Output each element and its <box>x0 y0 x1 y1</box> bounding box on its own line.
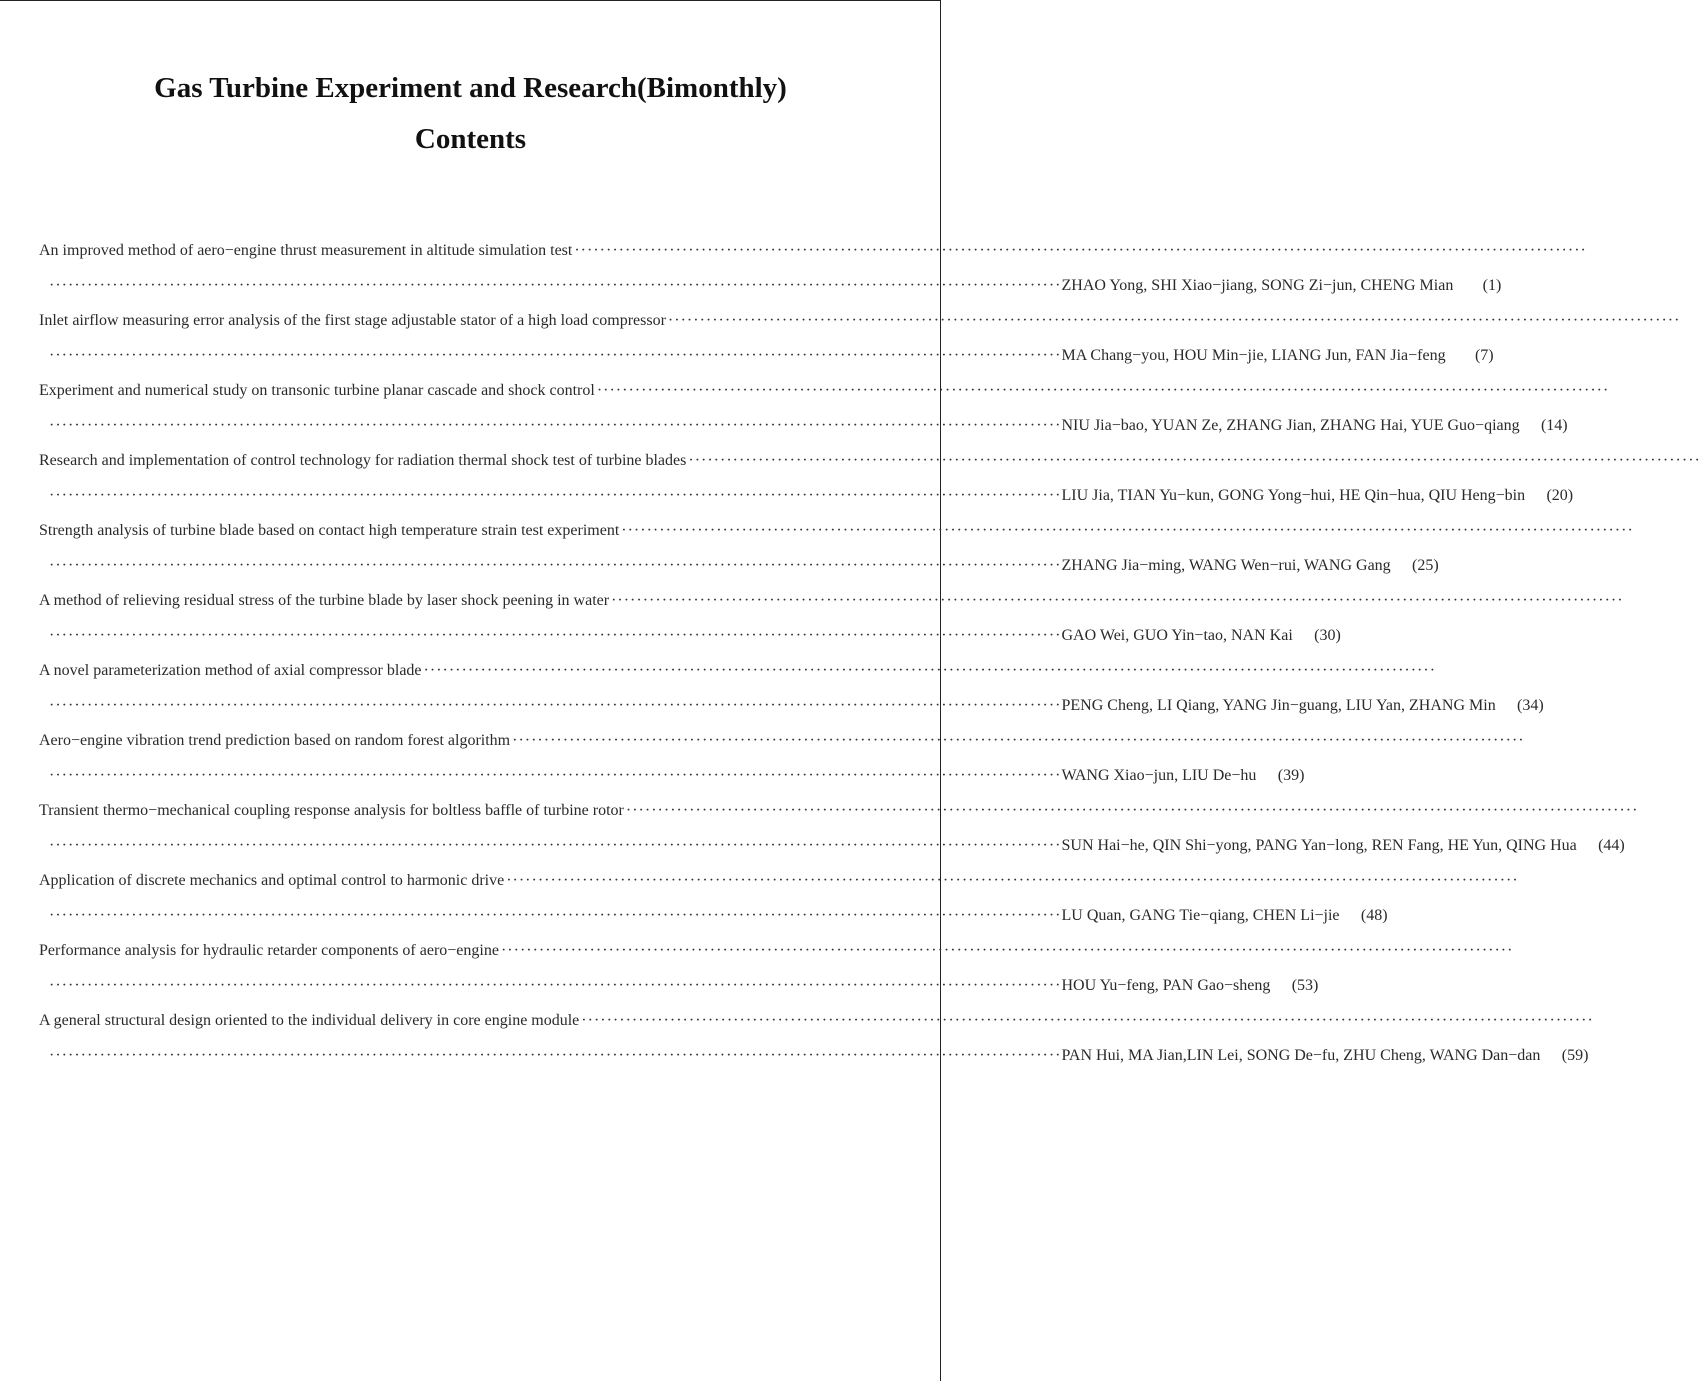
toc-entry-title-line <box>39 303 1681 338</box>
dot-leader: ································································································································································ <box>49 1047 1062 1064</box>
toc-entry-authors-line <box>39 758 1305 793</box>
toc-entry-authors: WANG Xiao−jun, LIU De−hu <box>1061 767 1257 784</box>
toc-entry-page-number[interactable]: (25) <box>1412 557 1439 574</box>
dot-leader: ································································································································································ <box>512 732 1525 749</box>
dot-leader: ································································································································································ <box>49 277 1062 294</box>
dot-leader: ································································································································································ <box>49 557 1062 574</box>
toc-entry-title[interactable]: A novel parameterization method of axial compressor blade <box>39 662 422 679</box>
toc-entry-authors: ZHANG Jia−ming, WANG Wen−rui, WANG Gang <box>1061 557 1391 574</box>
toc-entry-authors: SUN Hai−he, QIN Shi−yong, PANG Yan−long, REN Fang, HE Yun, QING Hua <box>1061 837 1577 854</box>
toc-entry[interactable] <box>39 793 1639 863</box>
dot-leader: ································································································································································ <box>49 977 1062 994</box>
dot-leader: ································································································································································ <box>500 942 1514 959</box>
toc-entry-authors: PAN Hui, MA Jian,LIN Lei, SONG De−fu, ZHU Cheng, WANG Dan−dan <box>1061 1047 1541 1064</box>
toc-entry[interactable] <box>39 513 1634 583</box>
toc-entry[interactable] <box>39 723 1525 793</box>
toc-entry-authors: ZHAO Yong, SHI Xiao−jiang, SONG Zi−jun, CHENG Mian <box>1061 277 1454 294</box>
toc-entry-page-number[interactable]: (34) <box>1517 697 1544 714</box>
toc-entry[interactable] <box>39 933 1514 1003</box>
toc-entry-authors-line <box>39 618 1341 653</box>
contents-heading: Contents <box>414 123 527 155</box>
toc-entry-page-number[interactable]: (39) <box>1277 767 1305 784</box>
toc-entry-title[interactable]: Experiment and numerical study on transonic turbine planar cascade and shock control <box>39 382 595 399</box>
dot-leader: ································································································································································ <box>49 907 1062 924</box>
toc-entry-title[interactable]: A method of relieving residual stress of the turbine blade by laser shock peening in water <box>39 592 610 609</box>
dot-leader: ································································································································································ <box>49 837 1062 854</box>
toc-entry-page-number[interactable]: (59) <box>1561 1047 1589 1064</box>
toc-entry-page-number[interactable]: (48) <box>1360 907 1388 924</box>
toc-entry-title-line <box>39 583 1624 618</box>
toc-entry-title[interactable]: An improved method of aero−engine thrust measurement in altitude simulation test <box>39 242 573 259</box>
dot-leader: ································································································································································ <box>667 312 1681 329</box>
toc-entry-title-line <box>39 1003 1594 1038</box>
toc-entry-authors-line <box>39 548 1439 583</box>
toc-entry-authors-line <box>39 338 1494 373</box>
toc-entry-title[interactable]: Application of discrete mechanics and optimal control to harmonic drive <box>39 872 505 889</box>
toc-entry[interactable] <box>39 443 1701 513</box>
toc-entry-page-number[interactable]: (20) <box>1546 487 1574 504</box>
toc-entry-title-line <box>39 443 1701 478</box>
toc-entry-authors-line <box>39 968 1319 1003</box>
dot-leader: ································································································································································ <box>49 487 1062 504</box>
dot-leader: ································································································································································ <box>596 382 1610 399</box>
toc-entry[interactable] <box>39 653 1544 723</box>
dot-leader: ································································································································································ <box>49 417 1062 434</box>
toc-entry-title[interactable]: A general structural design oriented to the individual delivery in core engine module <box>39 1012 580 1029</box>
page-border-top <box>0 0 940 1</box>
toc-entry-authors: NIU Jia−bao, YUAN Ze, ZHANG Jian, ZHANG Hai, YUE Guo−qiang <box>1061 417 1520 434</box>
toc-entry[interactable] <box>39 863 1519 933</box>
dot-leader: ································································································································································ <box>423 662 1437 679</box>
toc-entry-title-line <box>39 373 1610 408</box>
toc-entry-title[interactable]: Research and implementation of control technology for radiation thermal shock test of turbine blades <box>39 452 687 469</box>
toc-entry-authors: LIU Jia, TIAN Yu−kun, GONG Yong−hui, HE Qin−hua, QIU Heng−bin <box>1061 487 1526 504</box>
dot-leader: ································································································································································ <box>625 802 1639 819</box>
toc-entry-title[interactable]: Inlet airflow measuring error analysis of the first stage adjustable stator of a high load compressor <box>39 312 666 329</box>
toc-entry-page-number[interactable]: (53) <box>1291 977 1319 994</box>
dot-leader: ································································································································································ <box>574 242 1587 259</box>
dot-leader: ································································································································································ <box>621 522 1634 539</box>
toc-entry-authors-line <box>39 688 1544 723</box>
toc-entry-page-number[interactable]: (7) <box>1474 347 1494 364</box>
toc-entry-title[interactable]: Aero−engine vibration trend prediction based on random forest algorithm <box>39 732 511 749</box>
toc-entry-title-line <box>39 653 1437 688</box>
dot-leader: ································································································································································ <box>49 767 1062 784</box>
toc-entry-page-number[interactable]: (14) <box>1540 417 1568 434</box>
toc-entry-authors: MA Chang−you, HOU Min−jie, LIANG Jun, FAN Jia−feng <box>1061 347 1446 364</box>
toc-entry[interactable] <box>39 583 1624 653</box>
dot-leader: ································································································································································ <box>611 592 1624 609</box>
toc-entry-page-number[interactable]: (1) <box>1482 277 1502 294</box>
toc-entry-authors-line <box>39 828 1625 863</box>
toc-entry-authors: PENG Cheng, LI Qiang, YANG Jin−guang, LIU Yan, ZHANG Min <box>1061 697 1496 714</box>
dot-leader: ································································································································································ <box>49 627 1062 644</box>
dot-leader: ································································································································································ <box>506 872 1519 889</box>
toc-entry[interactable] <box>39 373 1610 443</box>
toc-entry-title[interactable]: Transient thermo−mechanical coupling response analysis for boltless baffle of turbine rotor <box>39 802 624 819</box>
toc-entry-authors: GAO Wei, GUO Yin−tao, NAN Kai <box>1061 627 1293 644</box>
toc-entry[interactable] <box>39 1003 1594 1073</box>
toc-entry-authors-line <box>39 478 1574 513</box>
toc-entry-title-line <box>39 513 1634 548</box>
toc-entry-authors: LU Quan, GANG Tie−qiang, CHEN Li−jie <box>1061 907 1340 924</box>
toc-entry-title-line <box>39 863 1519 898</box>
table-of-contents <box>39 233 1701 1073</box>
toc-entry-page-number[interactable]: (44) <box>1598 837 1625 854</box>
toc-entry-title-line <box>39 233 1587 268</box>
toc-entry-title-line <box>39 723 1525 758</box>
toc-entry-title[interactable]: Strength analysis of turbine blade based on contact high temperature strain test experiment <box>39 522 620 539</box>
dot-leader: ································································································································································ <box>581 1012 1594 1029</box>
dot-leader: ································································································································································ <box>49 347 1062 364</box>
toc-entry-authors: HOU Yu−feng, PAN Gao−sheng <box>1061 977 1271 994</box>
journal-title: Gas Turbine Experiment and Research(Bimonthly) <box>154 72 787 104</box>
toc-entry-authors-line <box>39 1038 1589 1073</box>
toc-entry-page-number[interactable]: (30) <box>1314 627 1341 644</box>
dot-leader: ································································································································································ <box>688 452 1701 469</box>
toc-entry-title-line <box>39 933 1514 968</box>
toc-entry-title-line <box>39 793 1639 828</box>
toc-entry-authors-line <box>39 408 1568 443</box>
toc-entry-title[interactable]: Performance analysis for hydraulic retarder components of aero−engine <box>39 942 499 959</box>
toc-entry[interactable] <box>39 233 1587 303</box>
toc-entry[interactable] <box>39 303 1681 373</box>
dot-leader: ································································································································································ <box>49 697 1062 714</box>
toc-entry-authors-line <box>39 268 1502 303</box>
toc-entry-authors-line <box>39 898 1388 933</box>
